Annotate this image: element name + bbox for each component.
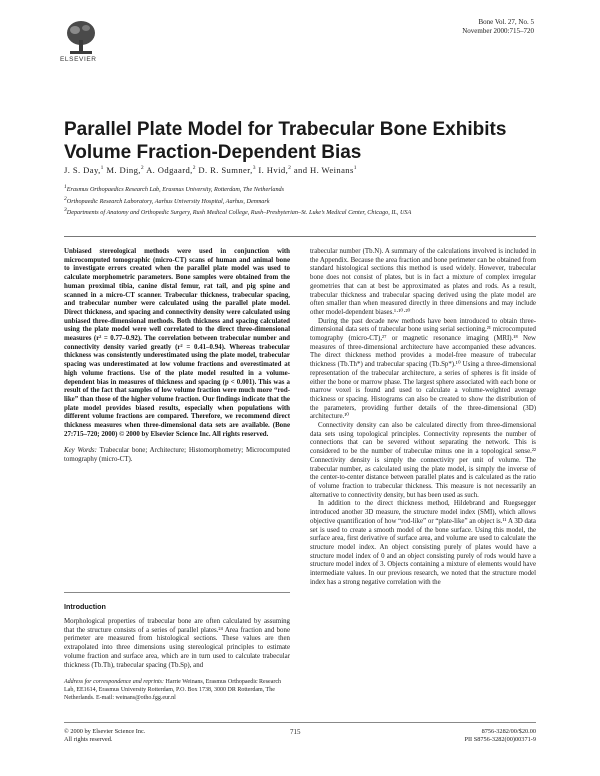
intro-heading: Introduction: [64, 602, 106, 611]
author-list: [64, 165, 544, 175]
left-column: [64, 248, 290, 465]
correspondence-footnote: Address for correspondence and reprints: Harrie Weinans, Erasmus Orthopaedic Research Lab, EE1614, Erasmus University Rotterdam, P.O. Box 1738, 3000 DR Rotterdam, The Netherlands. E-mail: weinans@otho.fgg.eur.nl: [64, 679, 282, 701]
footer-identifiers: 8756-3282/00/$20.00 PII S8756-3282(00)00371-9: [464, 728, 536, 743]
section-divider: [64, 592, 290, 593]
keywords: Key Words: Trabecular bone; Architecture; Histomorphometry; Microcomputed tomography (micro-CT).: [64, 447, 290, 464]
publisher-name: ELSEVIER: [60, 56, 97, 63]
affiliation: $^2$Orthopaedic Research Laboratory, Aarhus University Hospital, Aarhus, Denmark: [64, 195, 270, 205]
right-column: [310, 248, 536, 587]
body-paragraph: In addition to the direct thickness method, Hildebrand and Ruegsegger introduced another 3D measure, the structure model index (SMI), which allows objective quantification of how “rod-like” or “plate-like” an object is.¹¹ A 3D data set is used to create a smooth model of the bone surface. Using this model, the surface area, first derivative of surface area, and volume are used to calculate the structure model index. An object consisting purely of plates would have a structure model index of 0 and an object consisting purely of rods would have a structure model index of 3. Objects containing a mixture of elements would have intermediate values. In our previous research, we noted that the structure model index has a strong negative correlation with the: [310, 500, 536, 586]
author: A. Odgaard,$^2$: [146, 165, 196, 175]
header-divider: [64, 236, 536, 237]
affiliation: $^1$Erasmus Orthopaedics Research Lab, Erasmus University, Rotterdam, The Netherlands: [64, 184, 285, 194]
journal-citation: [462, 18, 534, 36]
footer-divider: [64, 722, 536, 723]
author: and H. Weinans$^1$: [293, 165, 357, 175]
elsevier-tree-logo-icon: [64, 18, 98, 58]
body-paragraph: trabecular number (Tb.N). A summary of the calculations involved is included in the Appendix. Because the area fraction and bone perimeter can be obtained from standard histological sections this method is used widely. However, trabecular bone does not consist of plates, but is in fact a mixture of complex irregular geometries that can at best be approximated as plates and rods. As a result, trabecular thickness and trabecular spacing derived using the plate model are often smaller than when measured directly in three dimensions and may include other model-dependent biases.¹·¹⁰·²⁰: [310, 248, 536, 316]
body-paragraph: During the past decade new methods have been introduced to obtain three-dimensional data sets of trabecular bone using serial sectioning,²¹ microcomputed tomography (micro-CT),²⁷ or magnetic resonance imaging (MRI).¹⁸ New measures of three-dimensional architecture have accompanied these advances. The direct thickness method provides a model-free measure of trabecular thickness (Tb.Th*) and trabecular spacing (Tb.Sp*).¹⁰ Using a three-dimensional representation of the trabecular architecture, a series of spheres is fit inside of either the bone or marrow phase. The largest sphere associated with each bone or marrow voxel is found and used to calculate a volume-weighted average thickness or spacing. Histograms can also be created to show the distribution of the parameters, providing further details of the three-dimensional (3D) architecture.¹⁰: [310, 317, 536, 421]
body-paragraph: Connectivity density can also be calculated directly from three-dimensional data sets using topological principles. Connectivity represents the number of connections that can be severed without separating the network. This is considered to be the number of trabeculae minus one in a topological sense.²² Connectivity density is simply the connectivity per unit of volume. The trabecular number, as calculated using the plate model, is simply the inverse of the center-to-center distance between parallel plates and is calculated as the ratio of volume fraction to trabecular thickness. This measure is not necessarily an alternative to connectivity density, but has been used as such.: [310, 422, 536, 499]
affiliation: $^3$Departments of Anatomy and Orthopedic Surgery, Rush Medical College, Rush–Presbyterian–St. Luke’s Medical Center, Chicago, IL, USA: [64, 207, 412, 217]
affiliations: [64, 183, 544, 218]
author: J. S. Day,$^1$: [64, 165, 104, 175]
author: D. R. Sumner,$^3$: [198, 165, 256, 175]
author: I. Hvid,$^2$: [258, 165, 292, 175]
author: M. Ding,$^2$: [106, 165, 144, 175]
abstract: Unbiased stereological methods were used in conjunction with microcomputed tomographic (micro-CT) scans of human and animal bone to investigate errors created when the parallel plate model was used to calculate morphometric parameters. Bone samples were obtained from the human proximal tibia, canine distal femur, rat tail, and pig spine and scanned in a micro-CT scanner. Trabecular thickness, trabecular spacing, and trabecular number were calculated using the parallel plate model. Direct thickness, and spacing and connectivity density were calculated using unbiased three-dimensional methods. Both thickness and spacing calculated using the plate model were well correlated to the direct three-dimensional measures (r² = 0.77–0.92). The correlation between trabecular number and connectivity density varied greatly (r² = 0.41–0.94). Whereas trabecular thickness was consistently underestimated using the plate model, trabecular spacing was underestimated at low volume fractions and overestimated at high volume fractions. Use of the plate model resulted in a volume-dependent bias in measures of thickness and spacing (p < 0.001). This was a result of the fact that samples of low volume fraction were much more “rod-like” than those of the higher volume fraction. Our findings indicate that the plate model provides biased results, especially when populations with different volume fractions are compared. Therefore, we recommend direct thickness measures when three-dimensional data sets are available. (Bone 27:715–720; 2000) © 2000 by Elsevier Science Inc. All rights reserved.: [64, 248, 290, 438]
article-title: Parallel Plate Model for Trabecular Bone Exhibits Volume Fraction-Dependent Bias: [64, 119, 507, 163]
journal-date-pages: November 2000:715–720: [462, 27, 534, 35]
intro-paragraph: Morphological properties of trabecular bone are often calculated by assuming that the structure consists of a series of parallel plates.²⁴ Area fraction and bone perimeter are measured from histological sections. These values are then extrapolated into three dimensions using stereological principles to estimate volume fraction and surface area, which are in turn used to calculate trabecular thickness (Tb.Th), trabecular spacing (Tb.Sp), and: [64, 618, 290, 669]
footer-copyright: © 2000 by Elsevier Science Inc. All rights reserved.: [64, 728, 146, 743]
page-number: 715: [290, 728, 301, 736]
journal-volume: Bone Vol. 27, No. 5: [478, 18, 534, 26]
